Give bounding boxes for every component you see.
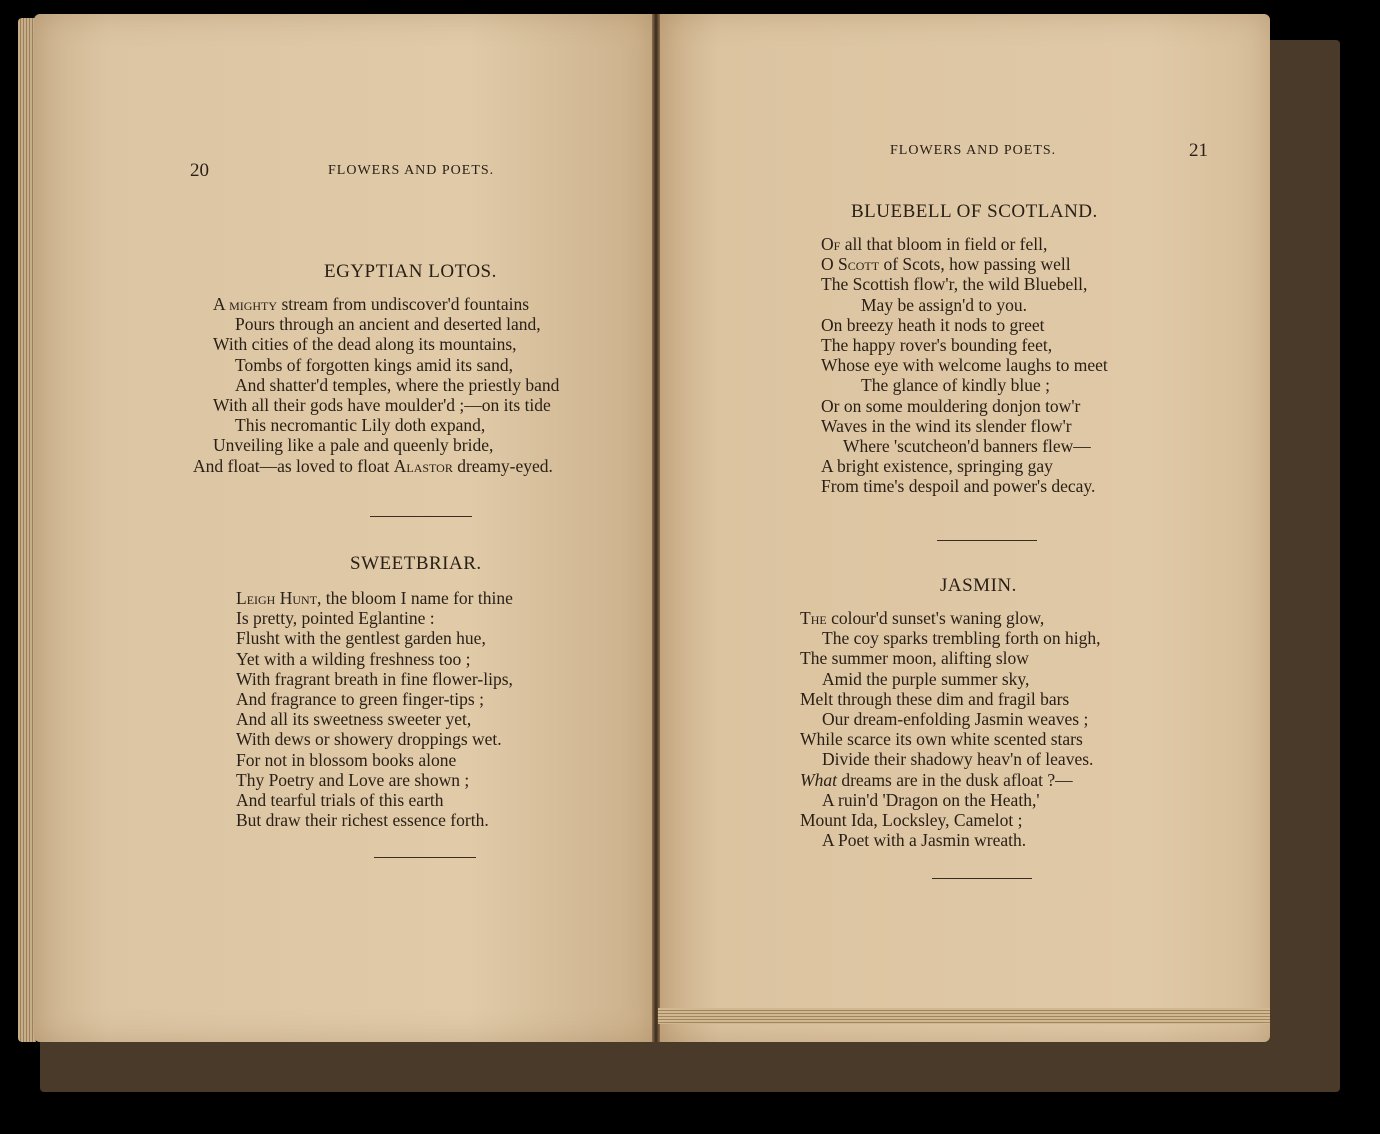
- line-text: stream from undiscover'd fountains: [277, 294, 530, 314]
- line-text: all that bloom in field or fell,: [840, 234, 1048, 254]
- poem-line: [236, 608, 513, 628]
- line-text: , the bloom I name for thine: [317, 588, 513, 608]
- poem-line: [236, 790, 513, 810]
- poem-line: [821, 315, 1108, 335]
- line-text: Thy Poetry and Love are shown ;: [236, 769, 470, 790]
- line-text: A bright existence, springing gay: [821, 456, 1053, 477]
- line-text: Mount Ida, Locksley, Camelot ;: [800, 810, 1023, 831]
- right-page-number: 21: [1189, 140, 1208, 161]
- poem-line: [821, 355, 1108, 375]
- poem-title-bluebell-of-scotland: BLUEBELL OF SCOTLAND.: [851, 201, 1098, 222]
- line-text: Divide their shadowy heav'n of leaves.: [822, 749, 1094, 770]
- line-text: Pours through an ancient and deserted land,: [235, 314, 541, 335]
- line-text: On breezy heath it nods to greet: [821, 314, 1045, 335]
- poem-line: [821, 295, 1108, 315]
- line-text: Our dream-enfolding Jasmin weaves ;: [822, 709, 1089, 730]
- line-text: Amid the purple summer sky,: [822, 668, 1030, 689]
- line-sc: mighty: [229, 294, 278, 314]
- line-text: With all their gods have moulder'd ;—on its tide: [213, 395, 551, 416]
- line-text: The glance of kindly blue ;: [861, 375, 1051, 396]
- poem-line: [821, 436, 1108, 456]
- section-rule: [374, 857, 476, 858]
- poem-line: [213, 334, 559, 354]
- line-text: Where 'scutcheon'd banners flew—: [843, 436, 1091, 457]
- poem-line: [800, 729, 1101, 749]
- line-text: And fragrance to green finger-tips ;: [236, 689, 484, 710]
- poem-line: [213, 375, 559, 395]
- poem-bluebell-of-scotland: [821, 234, 1108, 497]
- line-text: dreamy-eyed.: [452, 455, 553, 476]
- line-text: This necromantic Lily doth expand,: [235, 415, 486, 436]
- poem-line: [821, 476, 1108, 496]
- poem-line: [236, 810, 513, 830]
- poem-line: [236, 649, 513, 669]
- left-page-number: 20: [190, 160, 209, 181]
- poem-line: [213, 415, 559, 435]
- line-text: colour'd sunset's waning glow,: [826, 608, 1045, 628]
- line-text: Tombs of forgotten kings amid its sand,: [235, 354, 513, 375]
- line-text: The happy rover's bounding feet,: [821, 335, 1053, 356]
- line-text: With cities of the dead along its mountains,: [213, 334, 517, 355]
- poem-line: [236, 750, 513, 770]
- line-text: A ruin'd 'Dragon on the Heath,': [822, 789, 1040, 810]
- poem-line: [213, 314, 559, 334]
- poem-line: [213, 355, 559, 375]
- line-text: Or on some mouldering donjon tow'r: [821, 395, 1081, 416]
- line-text: Melt through these dim and fragil bars: [800, 688, 1070, 709]
- line-sc: Of: [821, 234, 841, 254]
- line-text: Is pretty, pointed Eglantine :: [236, 608, 435, 629]
- line-text: And tearful trials of this earth: [236, 790, 444, 811]
- line-text: But draw their richest essence forth.: [236, 810, 489, 831]
- poem-line: [800, 709, 1101, 729]
- section-rule: [370, 516, 472, 517]
- section-rule: [932, 878, 1032, 879]
- poem-title-sweetbriar: SWEETBRIAR.: [350, 553, 482, 574]
- poem-line: [821, 375, 1108, 395]
- poem-line: [800, 810, 1101, 830]
- line-lead: A: [213, 294, 230, 314]
- poem-line: [821, 254, 1108, 274]
- poem-line: [800, 749, 1101, 769]
- line-text: Waves in the wind its slender flow'r: [821, 415, 1072, 436]
- left-running-head: FLOWERS AND POETS.: [328, 163, 495, 178]
- line-text: The Scottish flow'r, the wild Bluebell,: [821, 274, 1088, 295]
- poem-line: [800, 669, 1101, 689]
- poem-line: [821, 335, 1108, 355]
- poem-line: [821, 416, 1108, 436]
- poem-line: [236, 689, 513, 709]
- poem-line: [800, 790, 1101, 810]
- poem-line: [821, 234, 1108, 254]
- line-text: The coy sparks trembling forth on high,: [822, 628, 1101, 649]
- line-sc: Alastor: [393, 455, 453, 476]
- line-text: The summer moon, alifting slow: [800, 648, 1029, 669]
- line-sc: The: [800, 608, 827, 628]
- line-text: of Scots, how passing well: [879, 254, 1071, 275]
- line-text: With fragrant breath in fine flower-lips,: [236, 668, 513, 689]
- poem-line: [800, 608, 1101, 628]
- section-rule: [937, 540, 1037, 541]
- line-text: From time's despoil and power's decay.: [821, 476, 1096, 497]
- poem-line: [213, 395, 559, 415]
- poem-line: [821, 396, 1108, 416]
- poem-line: [800, 628, 1101, 648]
- page-edges-bottom: [658, 1008, 1270, 1024]
- poem-line: [193, 456, 559, 476]
- poem-line: [800, 648, 1101, 668]
- poem-line: [236, 669, 513, 689]
- line-text: Whose eye with welcome laughs to meet: [821, 355, 1108, 376]
- poem-line: [821, 456, 1108, 476]
- poem-line: [236, 729, 513, 749]
- line-text: While scarce its own white scented stars: [800, 729, 1083, 750]
- line-text: May be assign'd to you.: [861, 294, 1027, 315]
- line-text: Flusht with the gentlest garden hue,: [236, 628, 486, 649]
- poem-jasmin: [800, 608, 1101, 850]
- line-text: Yet with a wilding freshness too ;: [236, 648, 471, 669]
- line-text: With dews or showery droppings wet.: [236, 729, 502, 750]
- poem-line: [236, 709, 513, 729]
- line-em: What: [800, 769, 837, 790]
- line-lead: And float—as loved to float: [193, 455, 394, 476]
- line-text: Unveiling like a pale and queenly bride,: [213, 435, 494, 456]
- poem-line: [821, 274, 1108, 294]
- line-text: For not in blossom books alone: [236, 749, 457, 770]
- line-text: And shatter'd temples, where the priestly band: [235, 374, 560, 395]
- line-text: A Poet with a Jasmin wreath.: [822, 830, 1027, 851]
- line-text: dreams are in the dusk afloat ?—: [836, 769, 1073, 790]
- book-gutter: [652, 14, 660, 1042]
- poem-line: [236, 588, 513, 608]
- poem-line: [800, 830, 1101, 850]
- poem-title-jasmin: JASMIN.: [940, 575, 1017, 596]
- poem-line: [236, 770, 513, 790]
- line-lead: O: [821, 254, 839, 275]
- poem-line: [213, 435, 559, 455]
- poem-egyptian-lotos: [193, 294, 560, 476]
- poem-sweetbriar: [236, 588, 513, 830]
- poem-line: [800, 770, 1101, 790]
- poem-title-egyptian-lotos: EGYPTIAN LOTOS.: [324, 261, 497, 282]
- right-running-head: FLOWERS AND POETS.: [890, 143, 1057, 158]
- line-sc: Leigh Hunt: [236, 588, 318, 608]
- poem-line: [213, 294, 559, 314]
- line-sc: Scott: [838, 254, 880, 275]
- poem-line: [800, 689, 1101, 709]
- poem-line: [236, 628, 513, 648]
- line-text: And all its sweetness sweeter yet,: [236, 709, 472, 730]
- right-page: [658, 14, 1270, 1042]
